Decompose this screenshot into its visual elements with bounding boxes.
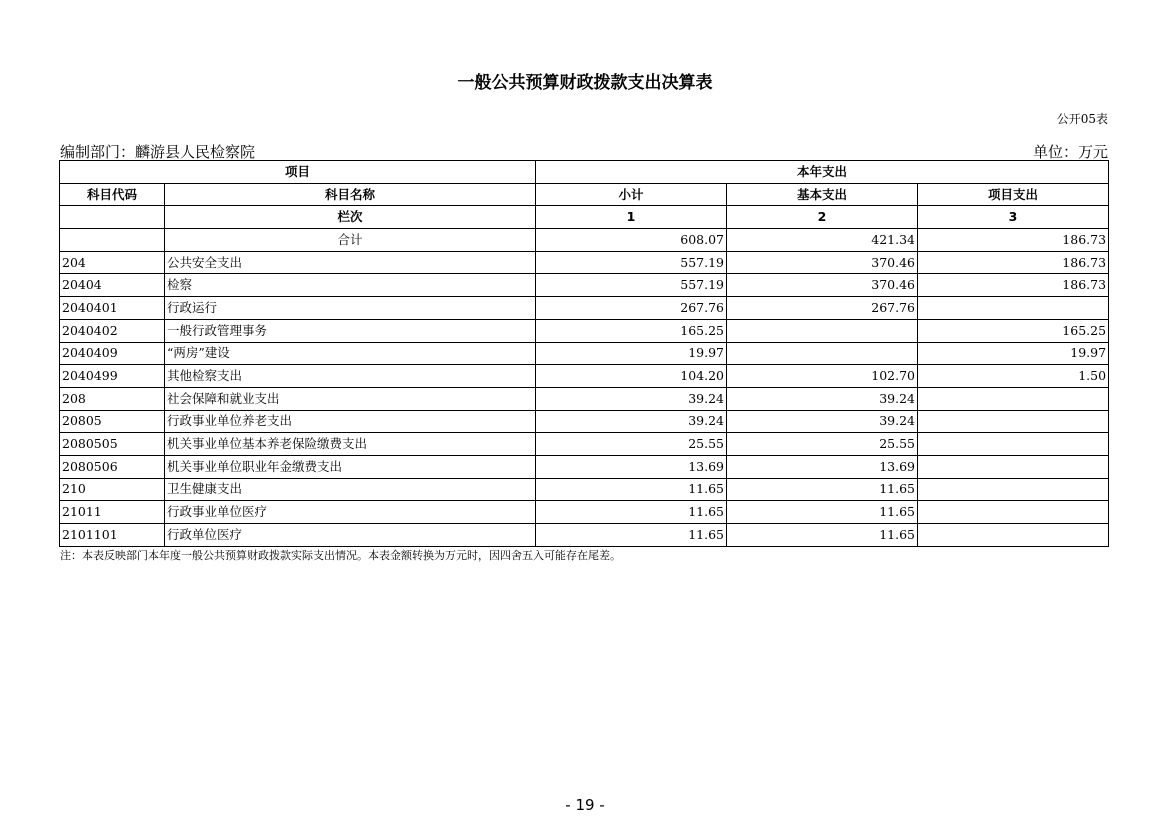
row-subtotal: 557.19 — [536, 251, 727, 274]
row-project — [918, 410, 1109, 433]
table-row — [60, 455, 1109, 478]
header-row-1 — [60, 161, 1109, 184]
header-column-no: 栏次 — [165, 206, 536, 229]
table-row — [60, 410, 1109, 433]
row-name: 合计 — [165, 229, 536, 252]
row-code: 20805 — [60, 410, 165, 433]
row-project: 186.73 — [918, 274, 1109, 297]
row-project — [918, 478, 1109, 501]
row-project — [918, 524, 1109, 547]
row-basic: 102.70 — [727, 365, 918, 388]
row-subtotal: 165.25 — [536, 319, 727, 342]
row-project — [918, 455, 1109, 478]
header-current-year: 本年支出 — [536, 161, 1109, 184]
header-row-2 — [60, 183, 1109, 206]
row-name: 机关事业单位基本养老保险缴费支出 — [165, 433, 536, 456]
row-project: 165.25 — [918, 319, 1109, 342]
row-basic: 39.24 — [727, 410, 918, 433]
table-row — [60, 501, 1109, 524]
row-code — [60, 229, 165, 252]
footnote: 注：本表反映部门本年度一般公共预算财政拨款实际支出情况。本表金额转换为万元时，因四舍五入可能存在尾差。 — [60, 549, 621, 562]
header-row-3 — [60, 206, 1109, 229]
table-row — [60, 387, 1109, 410]
table-row — [60, 251, 1109, 274]
table-row — [60, 478, 1109, 501]
header-basic: 基本支出 — [727, 183, 918, 206]
row-code: 2040409 — [60, 342, 165, 365]
row-name: 其他检察支出 — [165, 365, 536, 388]
row-project: 186.73 — [918, 251, 1109, 274]
row-code: 210 — [60, 478, 165, 501]
row-name: 行政事业单位医疗 — [165, 501, 536, 524]
header-item: 项目 — [60, 161, 536, 184]
table-row — [60, 319, 1109, 342]
unit-label: 单位：万元 — [1032, 143, 1108, 161]
header-col1: 1 — [536, 206, 727, 229]
department-label: 编制部门：麟游县人民检察院 — [60, 143, 256, 161]
row-name: 卫生健康支出 — [165, 478, 536, 501]
row-project — [918, 297, 1109, 320]
row-code: 2040401 — [60, 297, 165, 320]
row-name: 行政单位医疗 — [165, 524, 536, 547]
row-subtotal: 13.69 — [536, 455, 727, 478]
row-code: 204 — [60, 251, 165, 274]
row-name: “两房”建设 — [165, 342, 536, 365]
row-project: 19.97 — [918, 342, 1109, 365]
row-code: 2040402 — [60, 319, 165, 342]
row-subtotal: 11.65 — [536, 501, 727, 524]
row-basic — [727, 319, 918, 342]
row-basic: 267.76 — [727, 297, 918, 320]
row-basic: 11.65 — [727, 478, 918, 501]
row-project: 186.73 — [918, 229, 1109, 252]
row-subtotal: 11.65 — [536, 478, 727, 501]
form-number: 公开05表 — [1056, 112, 1108, 126]
header-project: 项目支出 — [918, 183, 1109, 206]
table-row — [60, 365, 1109, 388]
row-project: 1.50 — [918, 365, 1109, 388]
row-name: 社会保障和就业支出 — [165, 387, 536, 410]
row-name: 检察 — [165, 274, 536, 297]
row-subtotal: 608.07 — [536, 229, 727, 252]
row-name: 公共安全支出 — [165, 251, 536, 274]
row-subtotal: 267.76 — [536, 297, 727, 320]
expenditure-table — [59, 160, 1109, 547]
row-subtotal: 19.97 — [536, 342, 727, 365]
header-name: 科目名称 — [165, 183, 536, 206]
row-code: 2080505 — [60, 433, 165, 456]
table-row — [60, 433, 1109, 456]
table-row — [60, 274, 1109, 297]
row-subtotal: 39.24 — [536, 410, 727, 433]
row-subtotal: 557.19 — [536, 274, 727, 297]
row-basic: 13.69 — [727, 455, 918, 478]
header-code: 科目代码 — [60, 183, 165, 206]
row-code: 21011 — [60, 501, 165, 524]
row-name: 机关事业单位职业年金缴费支出 — [165, 455, 536, 478]
table-row — [60, 342, 1109, 365]
row-basic — [727, 342, 918, 365]
row-subtotal: 104.20 — [536, 365, 727, 388]
row-name: 一般行政管理事务 — [165, 319, 536, 342]
page-number: - 19 - — [565, 796, 605, 814]
header-subtotal: 小计 — [536, 183, 727, 206]
header-blank — [60, 206, 165, 229]
row-basic: 25.55 — [727, 433, 918, 456]
row-basic: 11.65 — [727, 501, 918, 524]
row-code: 208 — [60, 387, 165, 410]
row-code: 2080506 — [60, 455, 165, 478]
row-basic: 370.46 — [727, 274, 918, 297]
row-basic: 11.65 — [727, 524, 918, 547]
row-code: 20404 — [60, 274, 165, 297]
row-subtotal: 39.24 — [536, 387, 727, 410]
row-subtotal: 11.65 — [536, 524, 727, 547]
row-name: 行政事业单位养老支出 — [165, 410, 536, 433]
report-title: 一般公共预算财政拨款支出决算表 — [457, 73, 713, 93]
header-col3: 3 — [918, 206, 1109, 229]
row-subtotal: 25.55 — [536, 433, 727, 456]
table-row — [60, 524, 1109, 547]
row-project — [918, 387, 1109, 410]
row-name: 行政运行 — [165, 297, 536, 320]
row-basic: 421.34 — [727, 229, 918, 252]
row-basic: 370.46 — [727, 251, 918, 274]
row-basic: 39.24 — [727, 387, 918, 410]
row-code: 2101101 — [60, 524, 165, 547]
row-project — [918, 501, 1109, 524]
header-col2: 2 — [727, 206, 918, 229]
row-project — [918, 433, 1109, 456]
table-row — [60, 229, 1109, 252]
row-code: 2040499 — [60, 365, 165, 388]
table-row — [60, 297, 1109, 320]
